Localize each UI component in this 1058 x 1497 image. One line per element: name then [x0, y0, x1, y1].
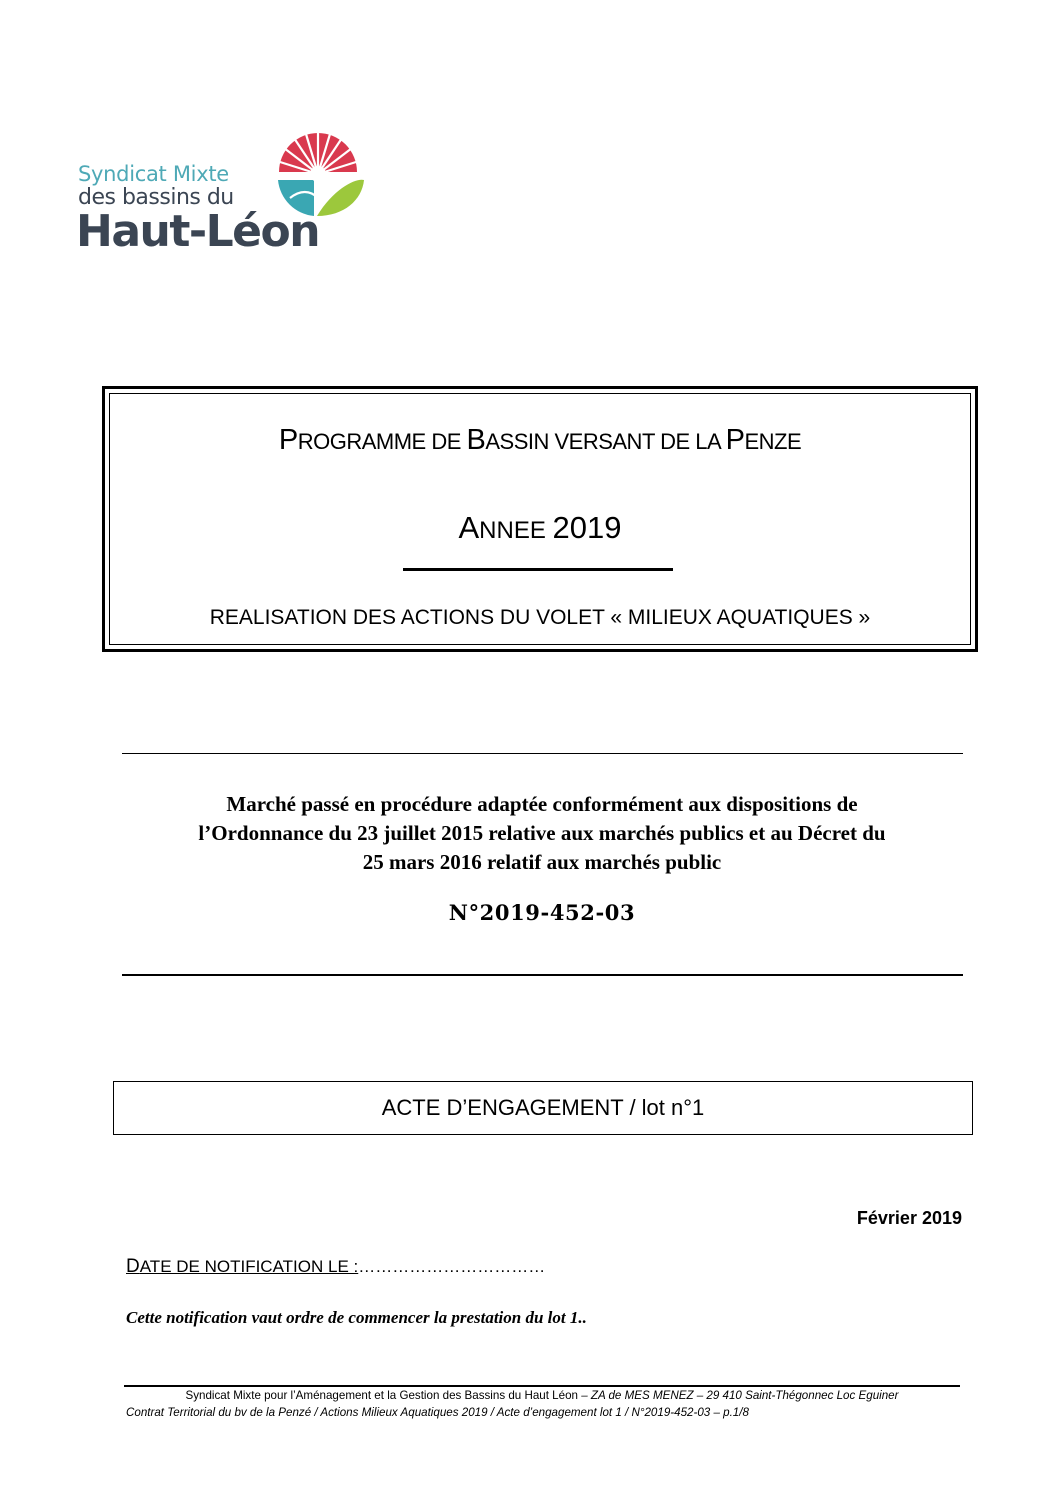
marche-number: N°2019-452-03 [448, 900, 636, 925]
acte-engagement-box [113, 1081, 973, 1135]
notification-note: Cette notification vaut ordre de commencer la prestation du lot 1.. [126, 1308, 587, 1327]
programme-title: PROGRAMME DE BASSIN VERSANT DE LA PENZE [278, 424, 802, 456]
divider-bottom [122, 974, 963, 976]
footer-address: Syndicat Mixte pour l’Aménagement et la Gestion des Bassins du Haut Léon – ZA de MES MENEZ – 29 410 Saint-Thégonnec Loc Eguiner [185, 1389, 899, 1402]
divider-top [122, 753, 963, 754]
title-box-inner-border [109, 393, 971, 645]
logo-line-2: des bassins du [78, 185, 234, 210]
marche-line-1: Marché passé en procédure adaptée conformément aux dispositions de [226, 792, 858, 816]
marche-description [120, 790, 964, 877]
annee-title: ANNEE 2019 [458, 510, 622, 545]
notification-date-blank: …………………………… [358, 1257, 546, 1276]
organization-logo [78, 128, 388, 268]
logo-line-1: Syndicat Mixte [78, 162, 229, 186]
document-date: Février 2019 [856, 1208, 962, 1228]
acte-engagement-label: ACTE D’ENGAGEMENT / lot n°1 [381, 1095, 705, 1120]
notification-date-label: DATE DE NOTIFICATION LE : [126, 1256, 359, 1277]
footer-reference: Contrat Territorial du bv de la Penzé / Actions Milieux Aquatiques 2019 / Acte d’engagement lot 1 / N°2019-452-03 – p.1/8 [126, 1406, 749, 1419]
logo-line-3: Haut-Léon [76, 206, 320, 257]
marche-line-3: 25 mars 2016 relatif aux marchés public [362, 850, 722, 874]
notification-date-line [126, 1256, 545, 1278]
marche-line-2: l’Ordonnance du 23 juillet 2015 relative aux marchés publics et au Décret du [198, 821, 886, 845]
title-box [102, 386, 978, 652]
title-divider [403, 568, 673, 571]
programme-subtitle: REALISATION DES ACTIONS DU VOLET « MILIEUX AQUATIQUES » [209, 606, 871, 629]
footer-rule [124, 1385, 960, 1387]
